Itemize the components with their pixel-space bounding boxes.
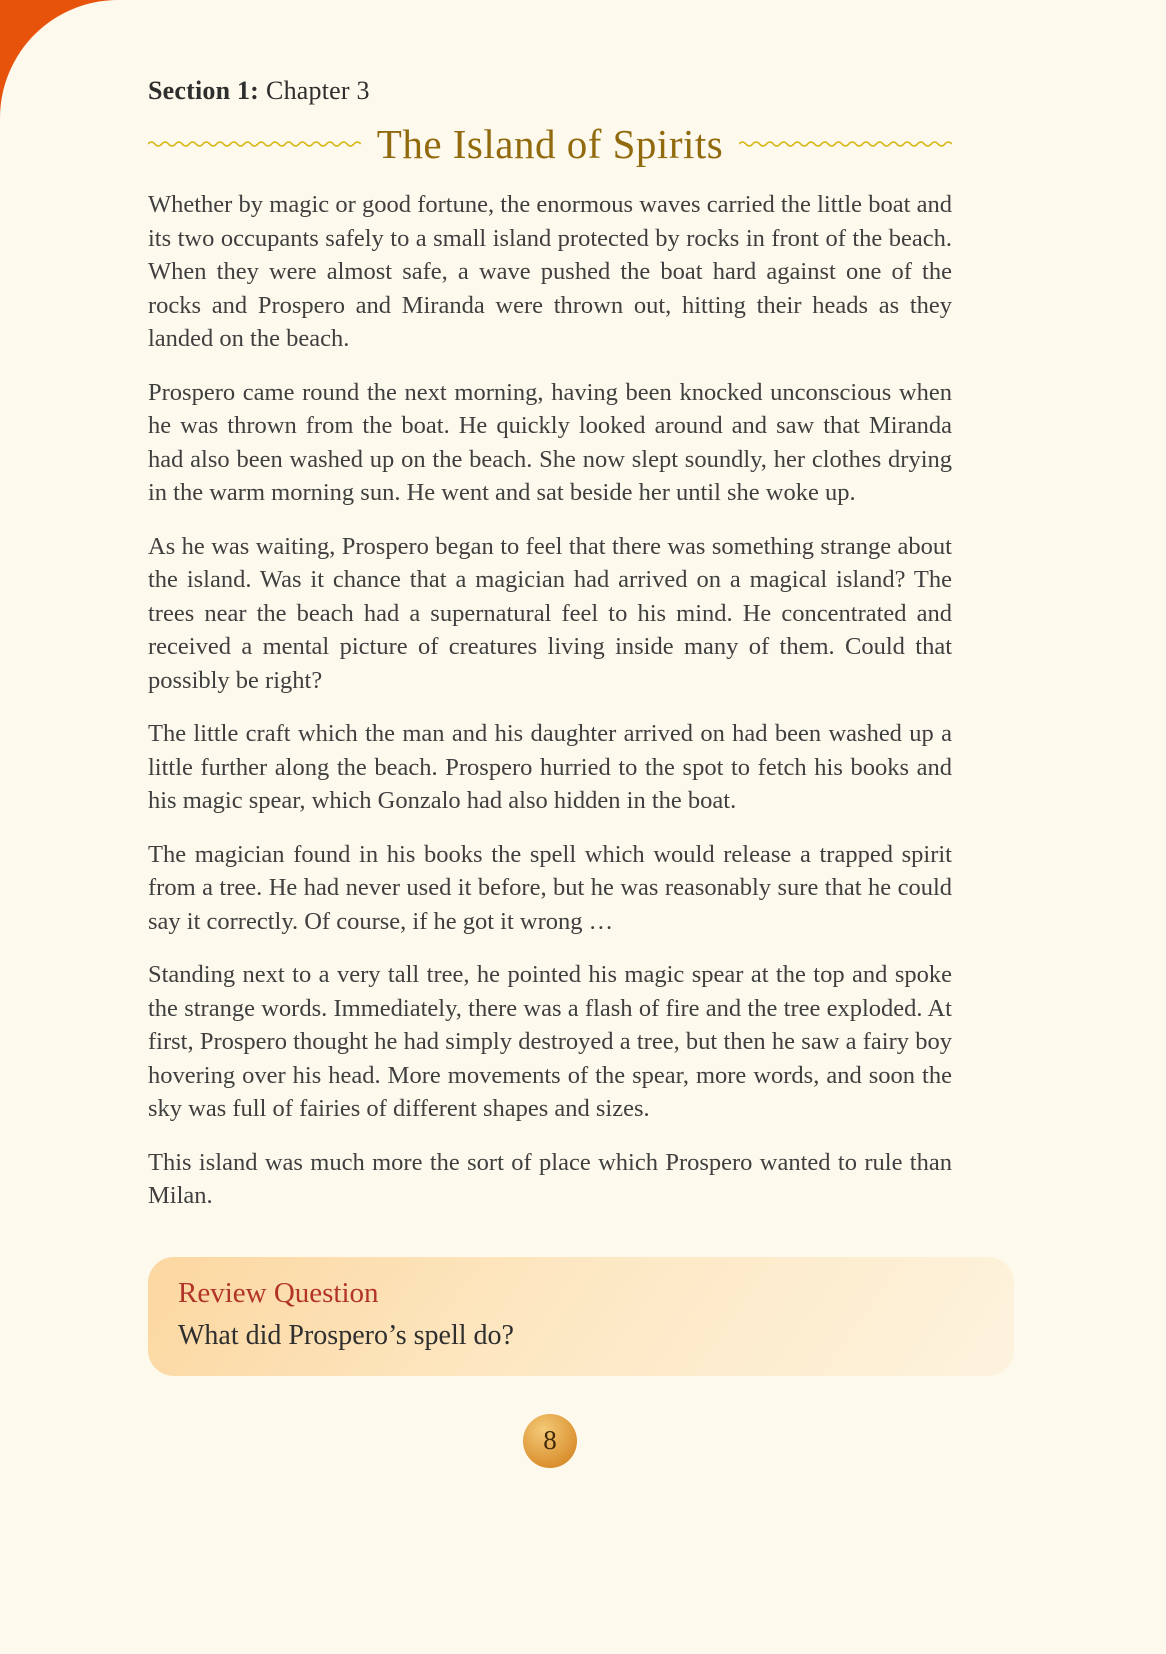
wavy-divider-left-icon [148,139,361,149]
section-label: Section 1: [148,76,260,105]
review-question-box [148,1257,1014,1376]
review-heading: Review Question [178,1276,379,1309]
story-body [148,188,952,1213]
page-number: 8 [543,1425,557,1455]
story-paragraph: As he was waiting, Prospero began to feel that there was something strange about the island. Was it chance that a magician had arrived on a magical island? The trees near the beach had a supernatural feel to his mind. He concentrated and received a mental picture of creatures living inside many of them. Could that possibly be right? [148,532,952,694]
page-number-badge [523,1414,577,1468]
chapter-label: Chapter 3 [266,76,370,105]
wavy-divider-right-icon [739,139,952,149]
story-paragraph: This island was much more the sort of place which Prospero wanted to rule than Milan. [148,1148,952,1209]
section-header [148,0,952,106]
review-question-text: What did Prospero’s spell do? [178,1319,514,1351]
story-paragraph: The little craft which the man and his daughter arrived on had been washed up a little further along the beach. Prospero hurried to the spot to fetch his books and his magic spear, which Gonzalo had also hidden in the boat. [148,720,952,814]
chapter-title: The Island of Spirits [376,121,724,167]
story-paragraph: Whether by magic or good fortune, the enormous waves carried the little boat and its two occupants safely to a small island protected by rocks in front of the beach. When they were almost safe, a wave pushed the boat hard against one of the rocks and Prospero and Miranda were thrown out, hitting their heads as they landed on the beach. [148,191,952,352]
story-paragraph: Standing next to a very tall tree, he pointed his magic spear at the top and spoke the strange words. Immediately, there was a flash of fire and the tree exploded. At first, Prospero thought he had simply destroyed a tree, but then he saw a fairy boy hovering over his head. More movements of the spear, more words, and soon the sky was full of fairies of different shapes and sizes. [148,961,952,1122]
story-paragraph: Prospero came round the next morning, having been knocked unconscious when he was thrown from the boat. He quickly looked around and saw that Miranda had also been washed up on the beach. She now slept soundly, her clothes drying in the warm morning sun. He went and sat beside her until she woke up. [148,378,952,506]
story-paragraph: The magician found in his books the spell which would release a trapped spirit from a tree. He had never used it before, but he was reasonably sure that he could say it correctly. Of course, if he got it wrong … [148,840,952,935]
title-row [148,120,952,168]
page-footer [148,1414,952,1468]
